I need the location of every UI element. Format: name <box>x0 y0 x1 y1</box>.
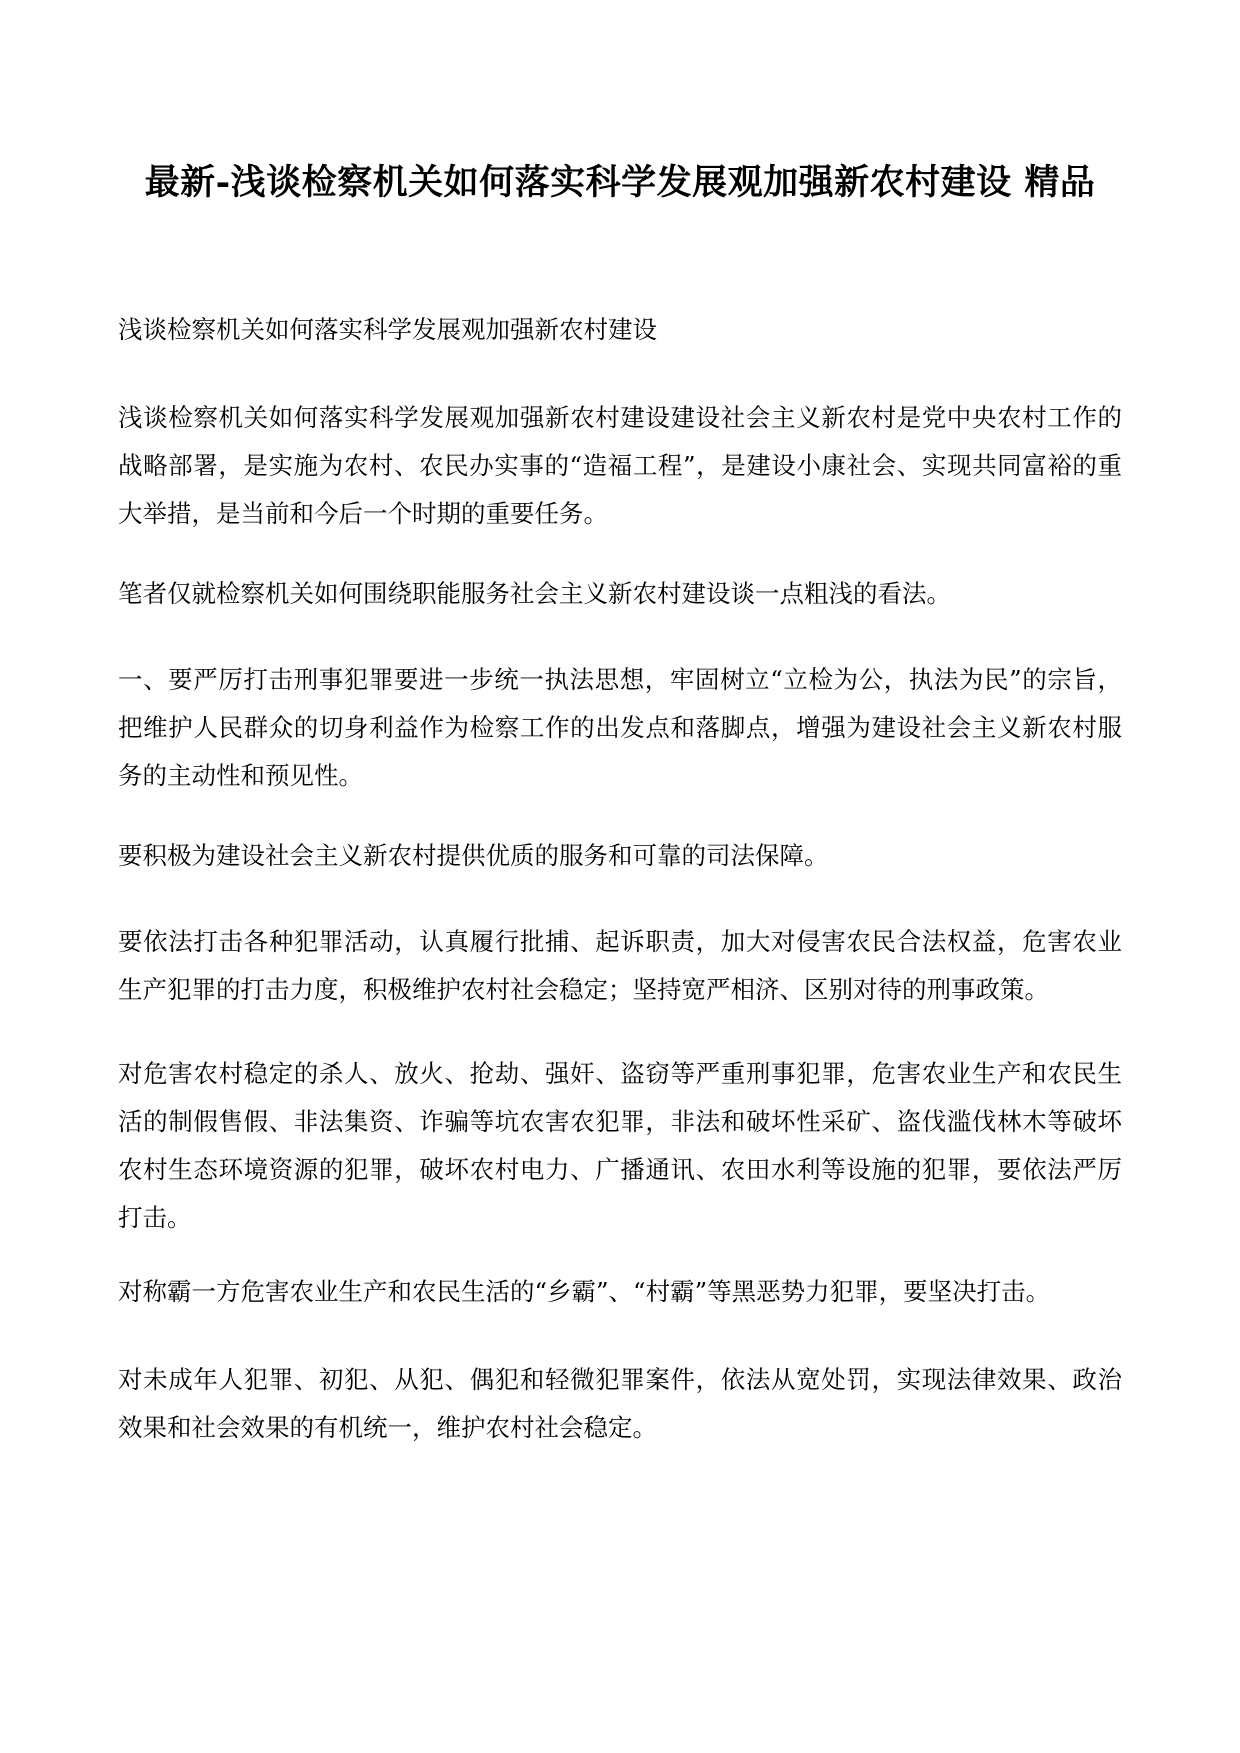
paragraph: 笔者仅就检察机关如何围绕职能服务社会主义新农村建设谈一点粗浅的看法。 <box>118 579 951 608</box>
paragraph: 对称霸一方危害农业生产和农民生活的“乡霸”、“村霸”等黑恶势力犯罪，要坚决打击。 <box>118 1277 1051 1306</box>
paragraph: 要积极为建设社会主义新农村提供优质的服务和可靠的司法保障。 <box>118 841 829 870</box>
paragraph: 对未成年人犯罪、初犯、从犯、偶犯和轻微犯罪案件，依法从宽处罚，实现法律效果、政治效果和社会效果的有机统一，维护农村社会稳定。 <box>118 1365 1122 1442</box>
paragraph: 要依法打击各种犯罪活动，认真履行批捕、起诉职责，加大对侵害农民合法权益，危害农业生产犯罪的打击力度，积极维护农村社会稳定；坚持宽严相济、区别对待的刑事政策。 <box>118 927 1122 1004</box>
paragraph: 一、要严厉打击刑事犯罪要进一步统一执法思想，牢固树立“立检为公，执法为民”的宗旨，把维护人民群众的切身利益作为检察工作的出发点和落脚点，增强为建设社会主义新农村服务的主动性和预见性。 <box>118 665 1122 790</box>
paragraph-subtitle: 浅谈检察机关如何落实科学发展观加强新农村建设 <box>118 315 657 344</box>
paragraph: 对危害农村稳定的杀人、放火、抢劫、强奸、盗窃等严重刑事犯罪，危害农业生产和农民生活的制假售假、非法集资、诈骗等坑农害农犯罪，非法和破坏性采矿、盗伐滥伐林木等破坏农村生态环境资源的犯罪，破坏农村电力、广播通讯、农田水利等设施的犯罪，要依法严厉打击。 <box>118 1059 1122 1232</box>
document-title: 最新-浅谈检察机关如何落实科学发展观加强新农村建设 精品 <box>144 162 1096 203</box>
paragraph: 浅谈检察机关如何落实科学发展观加强新农村建设建设社会主义新农村是党中央农村工作的战略部署，是实施为农村、农民办实事的“造福工程”，是建设小康社会、实现共同富裕的重大举措，是当前和今后一个时期的重要任务。 <box>118 403 1122 528</box>
